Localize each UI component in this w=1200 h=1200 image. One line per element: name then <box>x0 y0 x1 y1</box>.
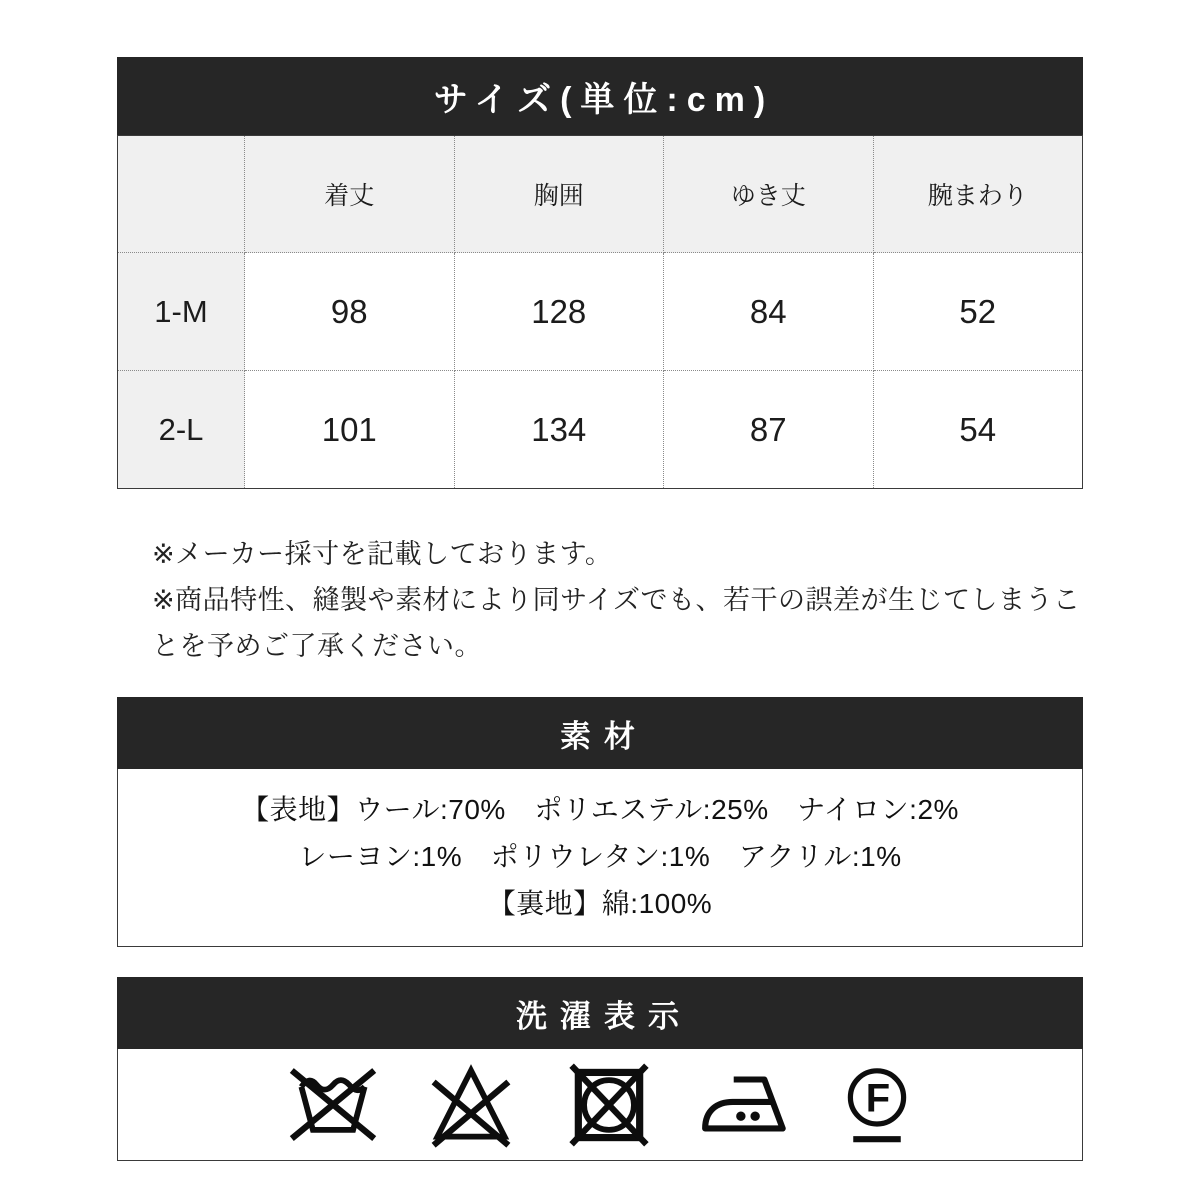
size-notes <box>117 531 1083 669</box>
size-value-cell: 128 <box>454 253 664 371</box>
size-value-cell: 101 <box>245 371 455 489</box>
size-table-column-header: 着丈 <box>245 136 455 253</box>
size-section <box>117 57 1083 669</box>
size-table-corner-cell <box>118 136 245 253</box>
size-value-cell: 84 <box>664 253 874 371</box>
care-symbols-row <box>117 1049 1083 1161</box>
size-table <box>117 135 1083 489</box>
material-section-header <box>117 697 1083 769</box>
size-table-column-header: 胸囲 <box>454 136 664 253</box>
material-line: レーヨン:1% ポリウレタン:1% アクリル:1% <box>298 841 902 872</box>
size-table-column-header: 腕まわり <box>873 136 1083 253</box>
size-section-title: サイズ(単位:cm) <box>433 80 775 119</box>
size-row-label: 1-M <box>118 253 245 371</box>
do-not-bleach-icon <box>421 1059 521 1151</box>
size-table-column-header: ゆき丈 <box>664 136 874 253</box>
size-value-cell: 54 <box>873 371 1083 489</box>
size-value-cell: 134 <box>454 371 664 489</box>
product-info-sheet <box>117 0 1083 1161</box>
material-line: 【裏地】綿:100% <box>487 888 713 919</box>
size-row-label: 2-L <box>118 371 245 489</box>
dry-clean-letter: F <box>865 1076 891 1121</box>
size-table-header-row <box>118 136 1083 253</box>
material-section <box>117 697 1083 947</box>
iron-medium-two-dots-icon <box>697 1059 799 1151</box>
size-table-row <box>118 371 1083 489</box>
care-section-header <box>117 977 1083 1049</box>
size-section-header <box>117 57 1083 135</box>
size-value-cell: 52 <box>873 253 1083 371</box>
material-section-title: 素材 <box>560 718 648 754</box>
material-body <box>117 769 1083 947</box>
care-section <box>117 977 1083 1161</box>
size-note: ※メーカー採寸を記載しております。 <box>152 539 613 569</box>
care-section-title: 洗濯表示 <box>516 998 692 1034</box>
size-table-row <box>118 253 1083 371</box>
do-not-tumble-dry-icon <box>561 1059 657 1151</box>
material-line: 【表地】ウール:70% ポリエステル:25% ナイロン:2% <box>241 794 959 825</box>
size-value-cell: 98 <box>245 253 455 371</box>
gentle-dry-clean-f-icon <box>839 1059 915 1151</box>
size-note: ※商品特性、縫製や素材により同サイズでも、若干の誤差が生じてしまうことを予めご了承ください。 <box>152 585 1081 661</box>
size-value-cell: 87 <box>664 371 874 489</box>
do-not-wash-icon <box>285 1059 381 1151</box>
